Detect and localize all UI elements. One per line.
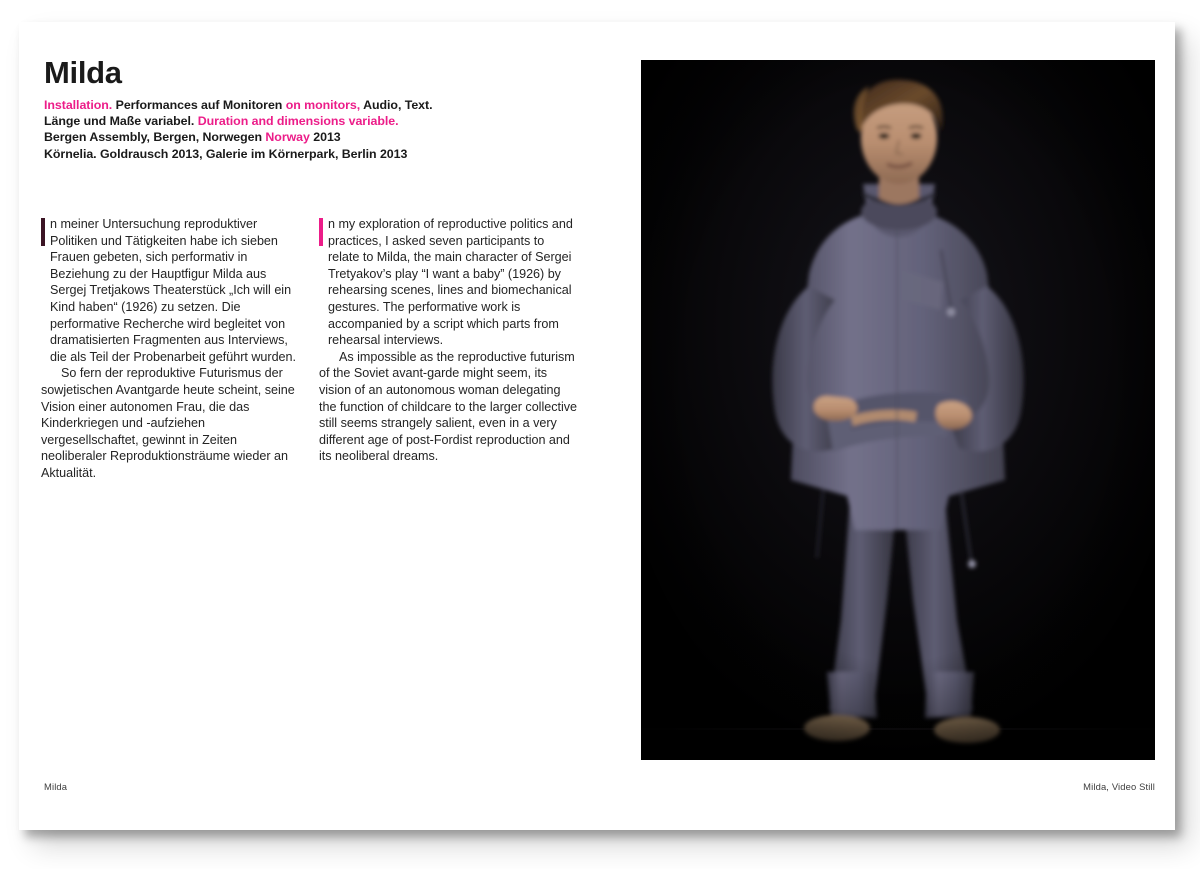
- body-text-columns: [41, 216, 589, 482]
- text-column-english: [319, 216, 579, 482]
- credits-performances-de: Performances auf Monitoren: [115, 98, 283, 112]
- video-still-photo: [641, 60, 1155, 760]
- german-paragraph-2: So fern der reproduktive Futurismus der sowjetischen Avantgarde heute scheint, seine Vision einer autonomen Frau, die das Kinderkriegen und -aufziehen vergesellschaftet, gewinnt in Zeiten neoliberaler Reproduktionsträume wieder an Aktualität.: [41, 366, 295, 480]
- text-column-german: [41, 216, 301, 482]
- credits-installation-label: Installation.: [44, 98, 113, 112]
- page-title: Milda: [44, 55, 122, 90]
- credits-venue-de: Bergen Assembly, Bergen, Norwegen: [44, 130, 262, 145]
- footer-caption-right: Milda, Video Still: [1083, 781, 1155, 792]
- footer-caption-left: Milda: [44, 781, 68, 792]
- german-paragraph-1-first-line: n meiner Untersuchung reproduktiver: [50, 217, 258, 231]
- credits-year: 2013: [313, 130, 341, 145]
- credits-block: [44, 97, 604, 162]
- german-paragraph-1-body: Politiken und Tätigkeiten habe ich sieben Frauen gebeten, sich performativ in Beziehung zu der Hauptfigur Milda aus Sergej Tretjakows Theaterstück „Ich will ein Kind haben“ (1926) zu setzen. Die performative Recherche wird begleitet von dramatisierten Fragmenten aus Interviews, die als Teil der Probenarbeit geführt wurden.: [50, 233, 296, 364]
- credits-performances-en: on monitors,: [285, 98, 361, 112]
- english-paragraph-2: As impossible as the reproductive futurism of the Soviet avant-garde might seem, its vision of an autonomous woman delegating the function of childcare to the larger collective still seems strangely salient, even in a very different age of post-Fordist reproduction and its neoliberal dreams.: [319, 349, 578, 464]
- printed-page-sheet: [19, 22, 1175, 830]
- credits-line-3: [44, 129, 604, 145]
- credits-duration-de: Länge und Maße variabel.: [44, 114, 195, 129]
- credits-line-4: [44, 146, 604, 162]
- german-paragraph-1: [41, 216, 301, 365]
- header-block: [44, 57, 604, 162]
- dropcap-bar-german: [41, 218, 45, 246]
- dropcap-bar-english: [319, 218, 323, 246]
- english-paragraph-1-body: and practices, I asked seven participants to relate to Milda, the main character of Sergei Tretyakov’s play “I want a baby” (1926) by rehearsing scenes, lines and biomechanical gestures. The performative work is accompanied by a script which parts from rehearsal interviews.: [328, 217, 573, 348]
- credits-second-venue: Körnelia. Goldrausch 2013, Galerie im Körnerpark, Berlin 2013: [44, 146, 408, 161]
- photo-illustration: [641, 60, 1155, 760]
- english-paragraph-1-first-line: n my exploration of reproductive politics: [328, 217, 549, 231]
- credits-duration-en: Duration and dimensions variable.: [197, 114, 399, 129]
- credits-line-1: [44, 97, 604, 113]
- credits-line-2: [44, 113, 604, 129]
- credits-media-list: Audio, Text.: [363, 98, 433, 112]
- credits-country-en: Norway: [265, 130, 310, 145]
- english-paragraph-1: [319, 216, 579, 349]
